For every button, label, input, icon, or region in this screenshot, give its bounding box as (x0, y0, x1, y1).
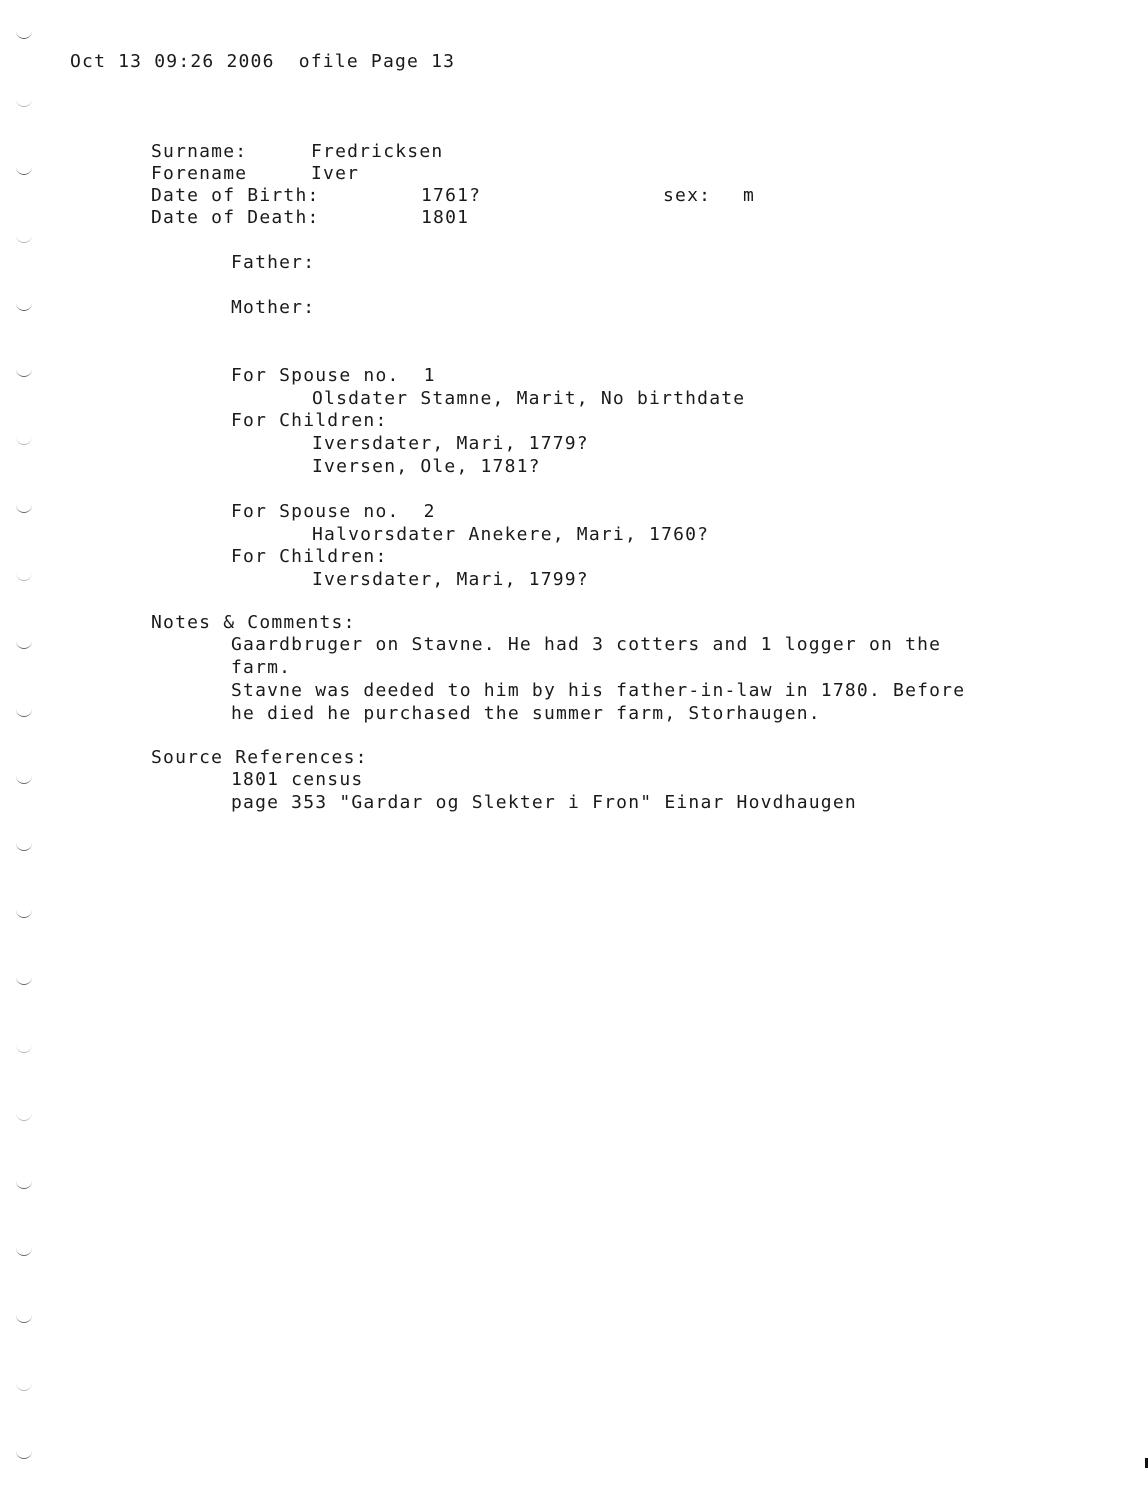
birth-value: 1761? (421, 185, 482, 206)
feed-hole (16, 909, 32, 918)
death-value: 1801 (421, 207, 470, 228)
sources-line: 1801 census (231, 769, 364, 790)
feed-hole (16, 1112, 32, 1121)
feed-hole (16, 572, 32, 581)
spouse-2-name: Halvorsdater Anekere, Mari, 1760? (312, 524, 710, 545)
sources-line: page 353 "Gardar og Slekter i Fron" Einar Hovdhaugen (231, 792, 857, 813)
notes-line: Stavne was deeded to him by his father-in-law in 1780. Before (231, 680, 966, 701)
notes-line: farm. (231, 657, 292, 678)
spouse-1-name: Olsdater Stamne, Marit, No birthdate (312, 388, 746, 409)
feed-hole (16, 98, 32, 107)
notes-label: Notes & Comments: (151, 612, 356, 633)
father-label: Father: (231, 252, 316, 273)
tractor-feed-margin (0, 0, 40, 1485)
death-label: Date of Death: (151, 207, 320, 228)
surname-value: Fredricksen (311, 141, 444, 162)
surname-label: Surname: (151, 141, 248, 162)
feed-hole (16, 166, 32, 175)
sources-label: Source References: (151, 747, 368, 768)
feed-hole (16, 842, 32, 851)
spouse-2-label: For Spouse no. 2 (231, 501, 436, 522)
forename-value: Iver (311, 163, 360, 184)
spouse-1-label: For Spouse no. 1 (231, 365, 436, 386)
child-entry: Iversen, Ole, 1781? (312, 456, 541, 477)
child-entry: Iversdater, Mari, 1779? (312, 433, 589, 454)
feed-hole (16, 1247, 32, 1256)
feed-hole (16, 640, 32, 649)
birth-label: Date of Birth: (151, 185, 320, 206)
feed-hole (16, 1382, 32, 1391)
mother-label: Mother: (231, 297, 316, 318)
feed-hole (16, 368, 32, 377)
feed-hole (16, 976, 32, 985)
sex-label: sex: (663, 185, 712, 206)
feed-hole (16, 234, 32, 243)
print-header: Oct 13 09:26 2006 ofile Page 13 (70, 51, 456, 72)
feed-hole (16, 436, 32, 445)
notes-line: Gaardbruger on Stavne. He had 3 cotters and 1 logger on the (231, 634, 942, 655)
spouse-2-children-label: For Children: (231, 546, 388, 567)
feed-hole (16, 1314, 32, 1323)
forename-label: Forename (151, 163, 248, 184)
child-entry: Iversdater, Mari, 1799? (312, 569, 589, 590)
feed-hole (16, 302, 32, 311)
feed-hole (16, 1450, 32, 1459)
feed-hole (16, 1180, 32, 1189)
feed-hole (16, 1044, 32, 1053)
notes-line: he died he purchased the summer farm, Storhaugen. (231, 703, 821, 724)
feed-hole (16, 504, 32, 513)
feed-hole (16, 30, 32, 39)
sex-value: m (743, 185, 756, 206)
spouse-1-children-label: For Children: (231, 410, 388, 431)
feed-hole (16, 775, 32, 784)
feed-hole (16, 708, 32, 717)
